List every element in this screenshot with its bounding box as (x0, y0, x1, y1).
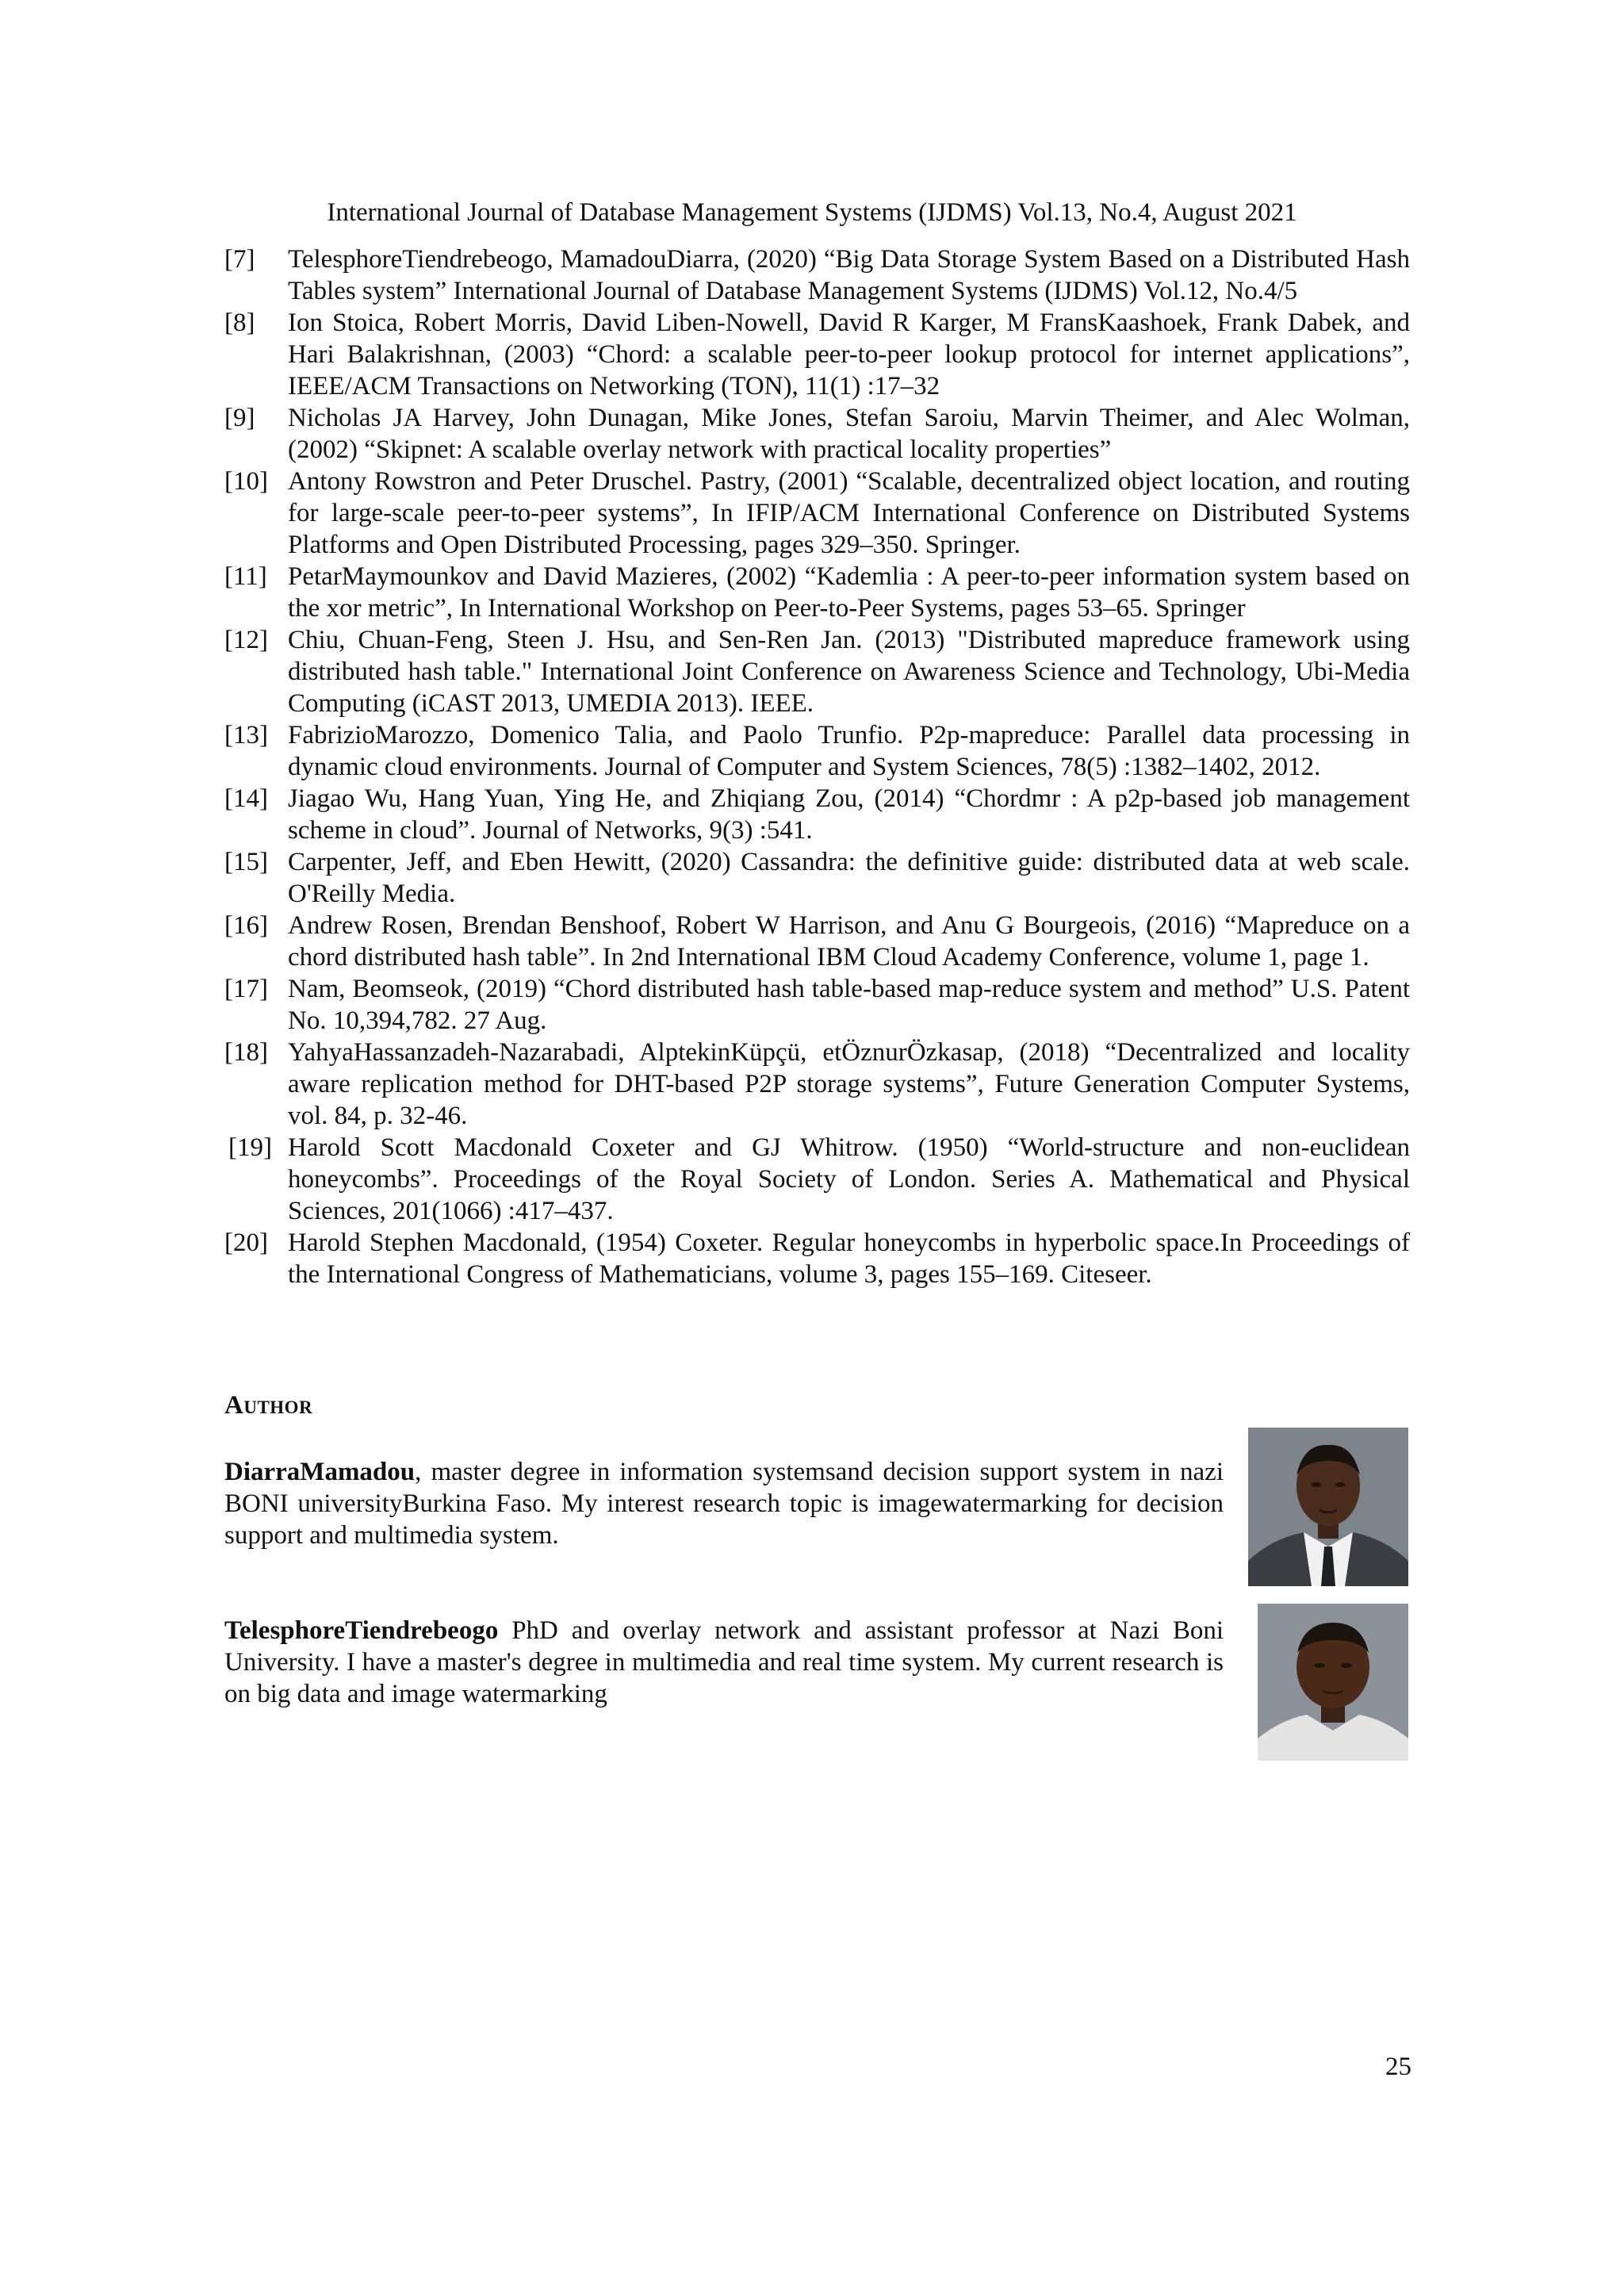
author-photo (1248, 1428, 1408, 1586)
reference-number: [7] (224, 245, 255, 274)
reference-number: [10] (224, 467, 268, 496)
reference-number: [14] (224, 784, 268, 813)
author-name: DiarraMamadou (224, 1458, 416, 1486)
reference-item (224, 561, 1410, 624)
reference-number: [20] (224, 1228, 268, 1257)
person-portrait-icon (1248, 1428, 1408, 1586)
reference-number: [18] (224, 1038, 268, 1067)
author-name: TelesphoreTiendrebeogo (224, 1616, 499, 1645)
reference-item (224, 1227, 1410, 1290)
reference-text: Nicholas JA Harvey, John Dunagan, Mike Jones, Stefan Saroiu, Marvin Theimer, and Alec Wolman, (2002) “Skipnet: A scalable overlay network with practical locality properties” (288, 404, 1410, 464)
reference-item (224, 402, 1410, 466)
reference-text: PetarMaymounkov and David Mazieres, (2002) “Kademlia : A peer-to-peer information system based on the xor metric”, In International Workshop on Peer-to-Peer Systems, pages 53–65. Springer (288, 562, 1410, 623)
reference-text: Antony Rowstron and Peter Druschel. Pastry, (2001) “Scalable, decentralized object location, and routing for large-scale peer-to-peer systems”, In IFIP/ACM International Conference on Distributed Systems Platforms and Open Distributed Processing, pages 329–350. Springer. (288, 467, 1410, 559)
reference-item (224, 624, 1410, 719)
running-header: International Journal of Database Management Systems (IJDMS) Vol.13, No.4, August 2021 (327, 198, 1297, 227)
reference-number: [9] (224, 404, 255, 432)
author-photo (1258, 1604, 1408, 1761)
author-section-heading: Author (224, 1391, 313, 1420)
page-number: 25 (1385, 2053, 1411, 2081)
reference-number: [12] (224, 626, 268, 654)
reference-number: [19] (228, 1133, 272, 1162)
author-bio (224, 1456, 1224, 1551)
reference-number: [11] (224, 562, 267, 591)
reference-item (224, 973, 1410, 1037)
reference-text: FabrizioMarozzo, Domenico Talia, and Paolo Trunfio. P2p-mapreduce: Parallel data processing in dynamic cloud environments. Journal of Computer and System Sciences, 78(5) :1382–1402, 2012. (288, 721, 1410, 781)
reference-text: Jiagao Wu, Hang Yuan, Ying He, and Zhiqiang Zou, (2014) “Chordmr : A p2p-based job management scheme in cloud”. Journal of Networks, 9(3) :541. (288, 784, 1410, 845)
reference-number: [17] (224, 975, 268, 1003)
reference-text: Ion Stoica, Robert Morris, David Liben-Nowell, David R Karger, M FransKaashoek, Frank Dabek, and Hari Balakrishnan, (2003) “Chord: a scalable peer-to-peer lookup protocol for internet applications”, IEEE/ACM Transactions on Networking (TON), 11(1) :17–32 (288, 309, 1410, 401)
reference-item (224, 846, 1410, 910)
reference-item (224, 910, 1410, 973)
reference-item (224, 307, 1410, 402)
reference-text: Chiu, Chuan-Feng, Steen J. Hsu, and Sen-Ren Jan. (2013) "Distributed mapreduce framework using distributed hash table." International Joint Conference on Awareness Science and Technology, Ubi-Media Computing (iCAST 2013, UMEDIA 2013). IEEE. (288, 626, 1410, 718)
reference-item (224, 466, 1410, 561)
reference-list (224, 243, 1410, 1290)
reference-number: [8] (224, 309, 255, 337)
reference-item (224, 243, 1410, 307)
reference-text: Carpenter, Jeff, and Eben Hewitt, (2020) Cassandra: the definitive guide: distributed data at web scale. O'Reilly Media. (288, 848, 1410, 908)
reference-item (224, 1132, 1410, 1227)
reference-item (224, 783, 1410, 846)
reference-text: YahyaHassanzadeh-Nazarabadi, AlptekinKüpçü, etÖznurÖzkasap, (2018) “Decentralized and locality aware replication method for DHT-based P2P storage systems”, Future Generation Computer Systems, vol. 84, p. 32-46. (288, 1038, 1410, 1130)
author-bio (224, 1615, 1224, 1710)
author-bio-text: PhD and overlay network and assistant professor at Nazi Boni University. I have a master's degree in multimedia and real time system. My current research is on big data and image watermarking (224, 1616, 1224, 1708)
reference-item (224, 719, 1410, 783)
reference-number: [13] (224, 721, 268, 749)
reference-number: [15] (224, 848, 268, 876)
reference-text: Andrew Rosen, Brendan Benshoof, Robert W Harrison, and Anu G Bourgeois, (2016) “Mapreduce on a chord distributed hash table”. In 2nd International IBM Cloud Academy Conference, volume 1, page 1. (288, 911, 1410, 972)
reference-item (224, 1037, 1410, 1132)
reference-number: [16] (224, 911, 268, 940)
reference-text: TelesphoreTiendrebeogo, MamadouDiarra, (2020) “Big Data Storage System Based on a Distributed Hash Tables system” International Journal of Database Management Systems (IJDMS) Vol.12, No.4/5 (288, 245, 1410, 305)
author-bio-text: , master degree in information systemsand decision support system in nazi BONI universityBurkina Faso. My interest research topic is imagewatermarking for decision support and multimedia system. (224, 1458, 1224, 1550)
reference-text: Harold Stephen Macdonald, (1954) Coxeter. Regular honeycombs in hyperbolic space.In Proceedings of the International Congress of Mathematicians, volume 3, pages 155–169. Citeseer. (288, 1228, 1410, 1289)
reference-text: Nam, Beomseok, (2019) “Chord distributed hash table-based map-reduce system and method” U.S. Patent No. 10,394,782. 27 Aug. (288, 975, 1410, 1035)
reference-text: Harold Scott Macdonald Coxeter and GJ Whitrow. (1950) “World-structure and non-euclidean honeycombs”. Proceedings of the Royal Society of London. Series A. Mathematical and Physical Sciences, 201(1066) :417–437. (288, 1133, 1410, 1225)
person-portrait-icon (1258, 1604, 1408, 1761)
